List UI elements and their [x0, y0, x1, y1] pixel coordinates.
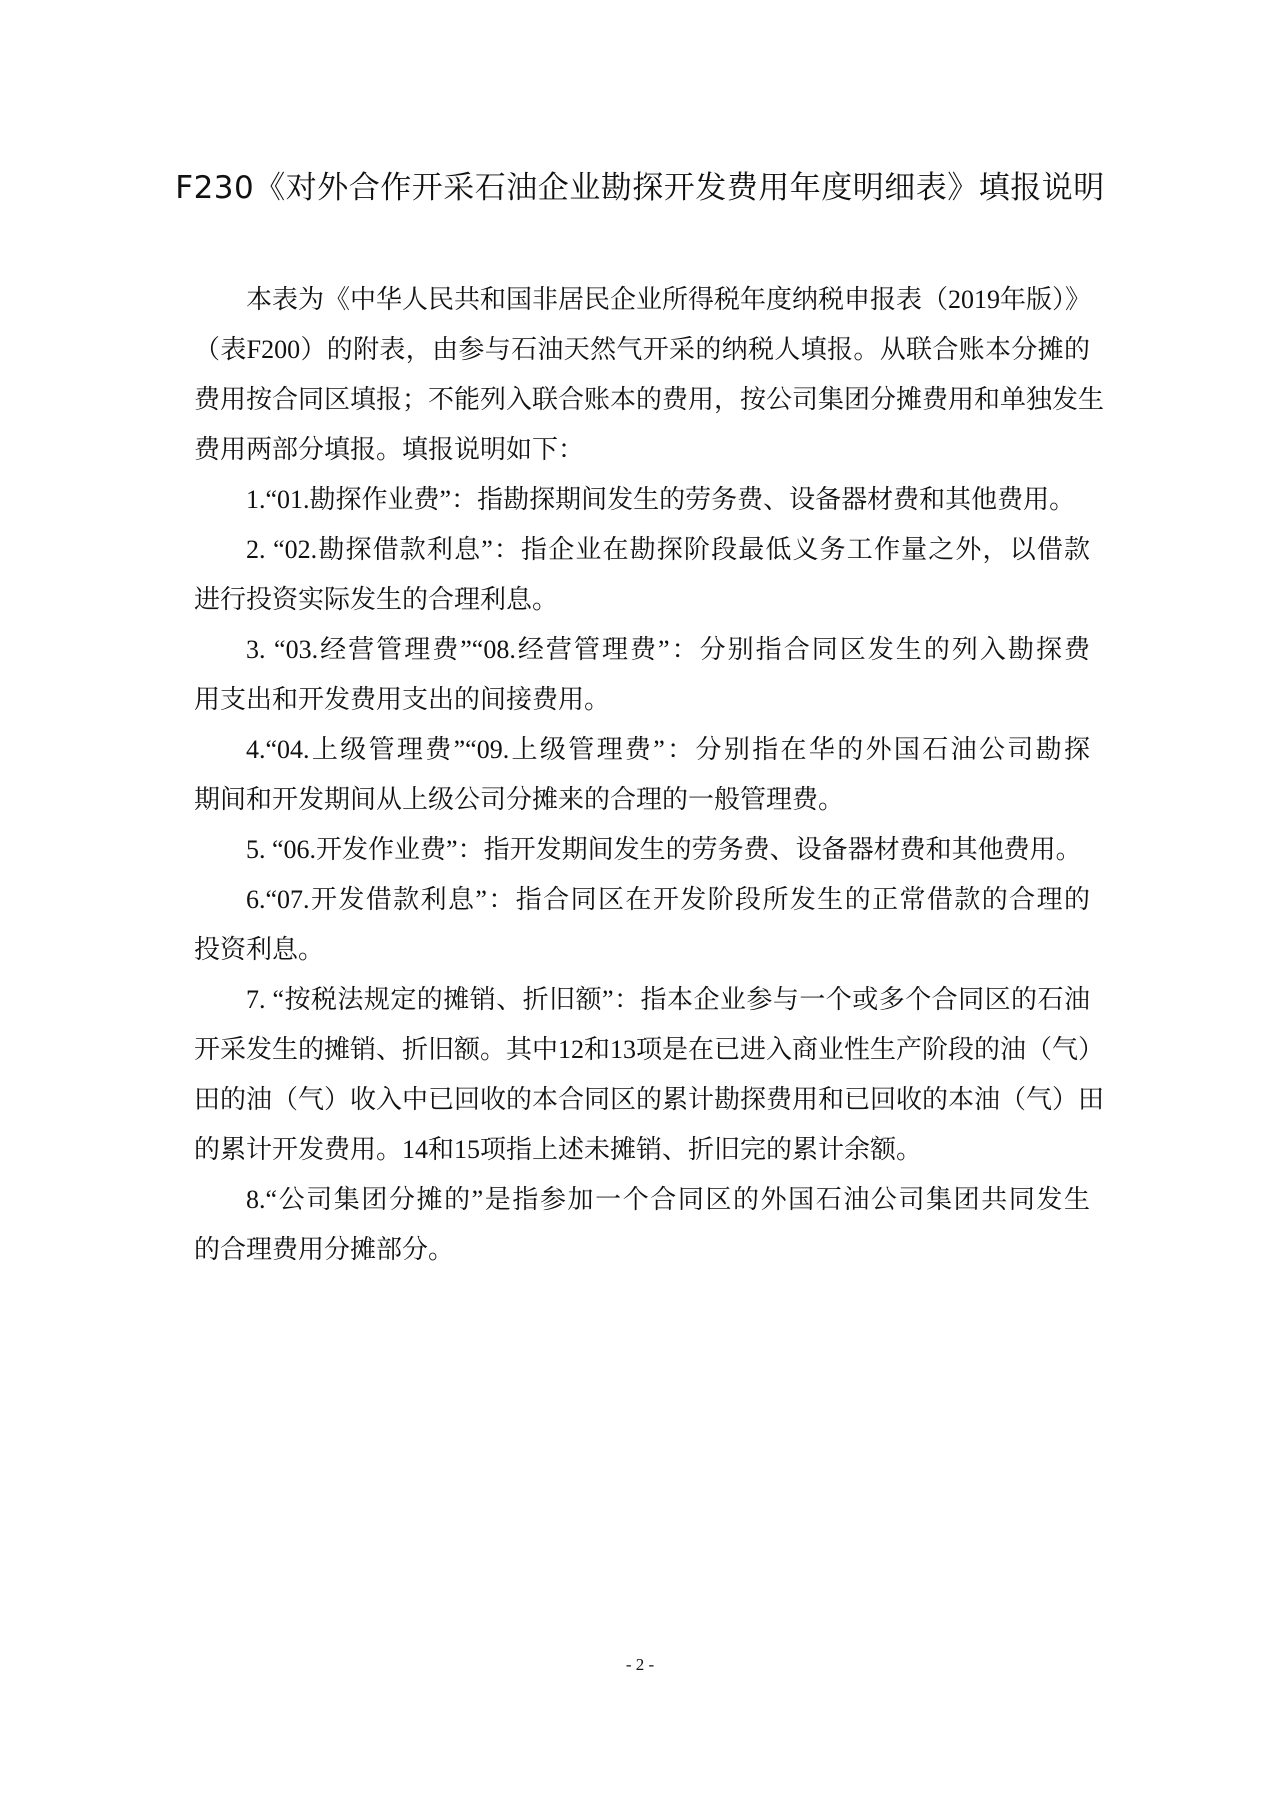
paragraph: [194, 280, 1105, 480]
text-line: 用支出和开发费用支出的间接费用。: [194, 685, 611, 714]
text-line: 费用按合同区填报；不能列入联合账本的费用，按公司集团分摊费用和单独发生: [194, 385, 1105, 414]
text-line: 8.“公司集团分摊的”是指参加一个合同区的外国石油公司集团共同发生: [246, 1185, 1090, 1214]
text-line: 7. “按税法规定的摊销、折旧额”：指本企业参与一个或多个合同区的石油: [246, 985, 1090, 1014]
text-line: 田的油（气）收入中已回收的本合同区的累计勘探费用和已回收的本油（气）田: [194, 1085, 1105, 1114]
paragraph: [194, 830, 1090, 880]
paragraph: [194, 630, 1090, 730]
text-line: 进行投资实际发生的合理利息。: [194, 585, 559, 614]
paragraph: [194, 480, 1090, 530]
text-line: （表F200）的附表，由参与石油天然气开采的纳税人填报。从联合账本分摊的: [194, 335, 1090, 364]
text-line: 1.“01.勘探作业费”：指勘探期间发生的劳务费、设备器材费和其他费用。: [246, 485, 1076, 514]
document-body: [194, 280, 1105, 1280]
text-line: 6.“07.开发借款利息”：指合同区在开发阶段所发生的正常借款的合理的: [246, 885, 1090, 914]
paragraph: [194, 730, 1090, 830]
text-line: 投资利息。: [194, 935, 325, 964]
text-line: 的累计开发费用。14和15项指上述未摊销、折旧完的累计余额。: [194, 1135, 923, 1164]
text-line: 2. “02.勘探借款利息”：指企业在勘探阶段最低义务工作量之外，以借款: [246, 535, 1090, 564]
text-line: 3. “03.经营管理费”“08.经营管理费”：分别指合同区发生的列入勘探费: [246, 635, 1090, 664]
page-number: - 2 -: [625, 1655, 655, 1674]
text-line: 5. “06.开发作业费”：指开发期间发生的劳务费、设备器材费和其他费用。: [246, 835, 1082, 864]
document-title: F230《对外合作开采石油企业勘探开发费用年度明细表》填报说明: [175, 170, 1105, 206]
text-line: 4.“04.上级管理费”“09.上级管理费”：分别指在华的外国石油公司勘探: [246, 735, 1090, 764]
text-line: 期间和开发期间从上级公司分摊来的合理的一般管理费。: [194, 785, 845, 814]
paragraph: [194, 530, 1090, 630]
paragraph: [194, 1180, 1090, 1280]
text-line: 开采发生的摊销、折旧额。其中12和13项是在已进入商业性生产阶段的油（气）: [194, 1035, 1105, 1064]
text-line: 本表为《中华人民共和国非居民企业所得税年度纳税申报表（2019年版）》: [246, 285, 1092, 314]
paragraph: [194, 880, 1090, 980]
text-line: 费用两部分填报。填报说明如下：: [194, 435, 585, 464]
text-line: 的合理费用分摊部分。: [194, 1235, 455, 1264]
paragraph: [194, 980, 1105, 1180]
